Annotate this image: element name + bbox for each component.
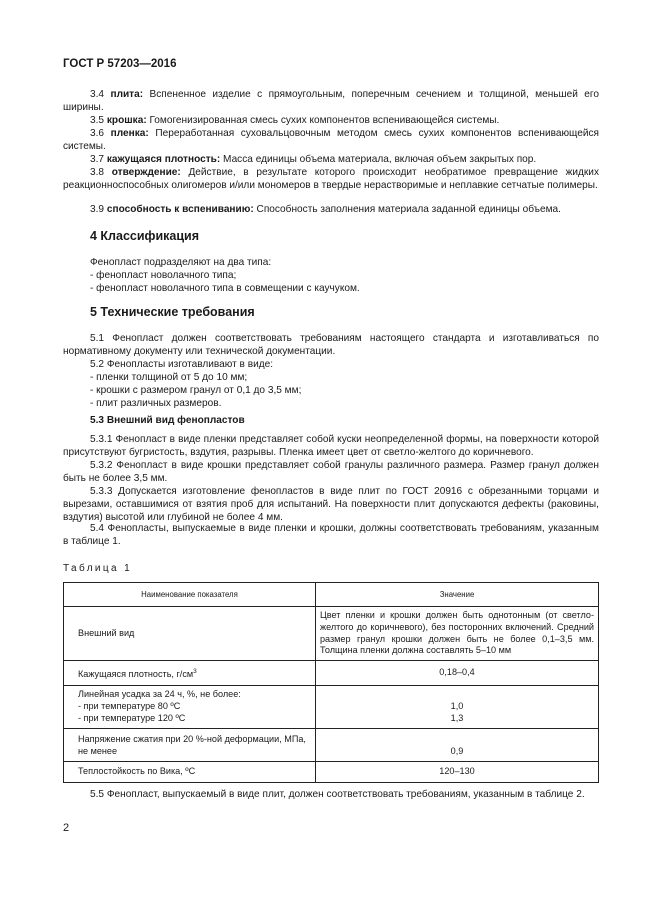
subsection-5-3-heading: 5.3 Внешний вид фенопластов <box>90 415 245 426</box>
table-header-row <box>64 583 599 607</box>
table-cell-name: Внешний вид <box>64 607 316 661</box>
table-cell-value: 0,9 <box>316 728 599 761</box>
definition-3-8: 3.8 отверждение: Действие, в результате которого происходит необратимое превращение жидких реакционноспособных олигомеров и/или мономеров в твердые нерастворимые и неплавкие сетчатые полимеры. <box>63 167 599 191</box>
definition-3-6: 3.6 пленка: Переработанная суховальцовочным методом смесь сухих компонентов вспенивающейся системы. <box>63 128 599 152</box>
definition-3-7: 3.7 кажущаяся плотность: Масса единицы объема материала, включая объем закрытых пор. <box>90 154 537 165</box>
table-row <box>64 607 599 661</box>
table-header-name: Наименование показателя <box>64 583 316 607</box>
paragraph-5-3-2: 5.3.2 Фенопласт в виде крошки представляет собой гранулы различного размера. Размер гранул должен быть не более 3,5 мм. <box>63 460 599 484</box>
document-code: ГОСТ Р 57203—2016 <box>63 58 177 70</box>
table-cell-name: Кажущаяся плотность, $г/см^3$ <box>64 661 316 686</box>
table-row <box>64 661 599 686</box>
table-cell-value: Цвет пленки и крошки должен быть однотонным (от светло-желтого до коричневого), без посторонних включений. Средний размер гранул крошки должен быть не более 0,1–3,5 мм. Толщина пленки должна составлять 5–10 мм <box>316 607 599 661</box>
table-row <box>64 686 599 728</box>
paragraph-5-5: 5.5 Фенопласт, выпускаемый в виде плит, должен соответствовать требованиям, указанным в таблице 2. <box>90 789 585 800</box>
definition-3-5: 3.5 крошка: Гомогенизированная смесь сухих компонентов вспенивающейся системы. <box>90 115 500 126</box>
definition-3-4: 3.4 плита: Вспененное изделие с прямоугольным, поперечным сечением и толщиной, меньшей его ширины. <box>63 89 599 113</box>
section-4-heading: 4 Классификация <box>90 229 200 243</box>
table-1 <box>63 582 599 783</box>
section-4-intro: Фенопласт подразделяют на два типа: <box>90 257 272 268</box>
page-number: 2 <box>63 822 70 834</box>
list-item: - пленки толщиной от 5 до 10 мм; <box>90 372 248 383</box>
list-item: - крошки с размером гранул от 0,1 до 3,5 мм; <box>90 385 302 396</box>
paragraph-5-4: 5.4 Фенопласты, выпускаемые в виде пленки и крошки, должны соответствовать требованиям, указанным в таблице 1. <box>63 523 599 547</box>
paragraph-5-3-1: 5.3.1 Фенопласт в виде пленки представляет собой куски неопределенной формы, на поверхности которой присутствуют бугристость, вздутия, разрывы. Пленка имеет цвет от светло-желтого до коричневого. <box>63 434 599 458</box>
paragraph-5-2: 5.2 Фенопласты изготавливают в виде: <box>90 359 274 370</box>
definition-3-9: 3.9 способность к вспениванию: Способность заполнения материала заданной единицы объема. <box>90 204 561 215</box>
table-cell-name: Напряжение сжатия при 20 %-ной деформации, МПа, не менее <box>64 728 316 761</box>
table-cell-name: Линейная усадка за 24 ч, %, не более: - при температуре 80 ºС - при температуре 120 ºС <box>64 686 316 728</box>
list-item: - плит различных размеров. <box>90 398 222 409</box>
paragraph-5-3-3: 5.3.3 Допускается изготовление фенопластов в виде плит по ГОСТ 20916 с обрезанными торцами и вырезами, оставшимися от взятия проб для испытаний. На поверхности плит допускаются дефекты (раковины, вздутия) высотой или глубиной не более 4 мм. <box>63 486 599 523</box>
table-cell-value: 0,18–0,4 <box>316 661 599 686</box>
section-4-item: - фенопласт новолачного типа; <box>90 270 237 281</box>
table-cell-name: Теплостойкость по Вика, ºС <box>64 761 316 782</box>
table-header-value: Значение <box>316 583 599 607</box>
section-5-heading: 5 Технические требования <box>90 305 255 319</box>
table-row <box>64 761 599 782</box>
section-4-item: - фенопласт новолачного типа в совмещении с каучуком. <box>90 283 360 294</box>
table-cell-value: 1,0 1,3 <box>316 686 599 728</box>
table-row <box>64 728 599 761</box>
table-cell-value: 120–130 <box>316 761 599 782</box>
paragraph-5-1: 5.1 Фенопласт должен соответствовать требованиям настоящего стандарта и изготавливаться по нормативному документу или технической документации. <box>63 333 599 357</box>
table-caption: Таблица 1 <box>63 563 133 574</box>
